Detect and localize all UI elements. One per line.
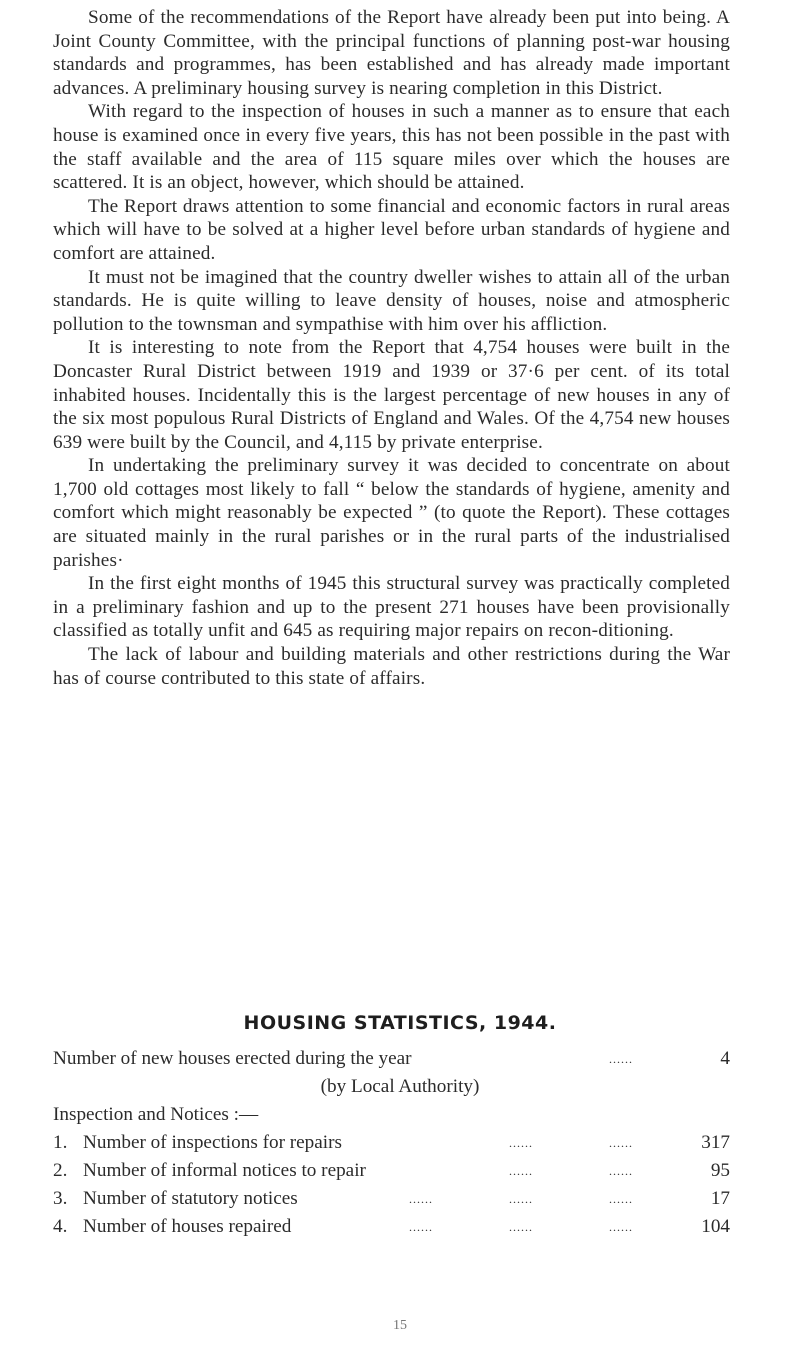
stats-item-number: 1.: [53, 1132, 68, 1153]
stats-item-value: 17: [710, 1188, 730, 1209]
dot-leader: ......: [509, 1164, 533, 1178]
dot-leader: ......: [409, 1220, 433, 1234]
stats-item-row: [53, 1130, 730, 1156]
stats-item-row: [53, 1158, 730, 1184]
paragraph-preliminary-survey: In undertaking the preliminary survey it was decided to concentrate on about 1,700 old cottages most likely to fall “ below the standards of hygiene, amenity and comfort which might reasonably be expected ” (to quote the Report). These cottages are situated mainly in the rural parishes or in the rural parts of the industrialised parishes·: [53, 455, 730, 571]
dot-leader: ......: [609, 1052, 633, 1066]
stats-item-value: 104: [701, 1216, 730, 1237]
new-houses-row: [53, 1046, 730, 1072]
page-number: 15: [393, 1318, 407, 1333]
report-body: [53, 6, 730, 690]
stats-item-row: [53, 1214, 730, 1240]
stats-item-number: 3.: [53, 1188, 68, 1209]
paragraph-structural-survey: In the first eight months of 1945 this structural survey was practically completed in a preliminary fashion and up to the present 271 houses have been provisionally classified as totally unfit and 645 as requiring major repairs on recon-ditioning.: [53, 573, 730, 642]
dot-leader: ......: [509, 1136, 533, 1150]
new-houses-label: Number of new houses erected during the year: [53, 1048, 412, 1069]
dot-leader: ......: [609, 1164, 633, 1178]
stats-item-value: 95: [710, 1160, 730, 1181]
dot-leader: ......: [609, 1136, 633, 1150]
stats-item-number: 4.: [53, 1216, 68, 1237]
paragraph-labour-shortage: The lack of labour and building materials and other restrictions during the War has of course contributed to this state of affairs.: [53, 644, 730, 689]
dot-leader: ......: [609, 1220, 633, 1234]
housing-statistics-heading: HOUSING STATISTICS, 1944.: [243, 1012, 557, 1034]
inspection-notices-label: Inspection and Notices :—: [53, 1104, 259, 1125]
stats-item-value: 317: [701, 1132, 730, 1153]
stats-item-row: [53, 1186, 730, 1212]
dot-leader: ......: [609, 1192, 633, 1206]
stats-item-label: Number of houses repaired: [83, 1216, 292, 1237]
dot-leader: ......: [509, 1220, 533, 1234]
stats-item-label: Number of informal notices to repair: [83, 1160, 366, 1181]
stats-item-label: Number of statutory notices: [83, 1188, 298, 1209]
stats-item-label: Number of inspections for repairs: [83, 1132, 342, 1153]
paragraph-financial-factors: The Report draws attention to some financial and economic factors in rural areas which will have to be solved at a higher level before urban standards of hygiene and comfort are attained.: [53, 195, 730, 264]
paragraph-country-dweller: It must not be imagined that the country dweller wishes to attain all of the urban standards. He is quite willing to leave density of houses, noise and atmospheric pollution to the townsman and sympathise with him over his affliction.: [53, 266, 730, 335]
stats-item-number: 2.: [53, 1160, 68, 1181]
paragraph-recommendations: Some of the recommendations of the Report have already been put into being. A Joint County Committee, with the principal functions of planning post-war housing standards and programmes, has been established and has already made important advances. A preliminary housing survey is nearing completion in this District.: [53, 7, 730, 99]
dot-leader: ......: [409, 1192, 433, 1206]
new-houses-value: 4: [720, 1048, 730, 1069]
new-houses-sublabel: (by Local Authority): [320, 1076, 480, 1097]
dot-leader: ......: [509, 1192, 533, 1206]
paragraph-inspection: With regard to the inspection of houses in such a manner as to ensure that each house is examined once in every five years, this has not been possible in the past with the staff available and the area of 115 square miles over which the houses are scattered. It is an object, however, which should be attained.: [53, 101, 730, 194]
inspection-notices-row: [53, 1102, 730, 1128]
paragraph-houses-built: It is interesting to note from the Report that 4,754 houses were built in the Doncaster Rural District between 1919 and 1939 or 37·6 per cent. of its total inhabited houses. Incidentally this is the largest percentage of new houses in any of the six most populous Rural Districts of England and Wales. Of the 4,754 new houses 639 were built by the Council, and 4,115 by private enterprise.: [53, 337, 730, 453]
